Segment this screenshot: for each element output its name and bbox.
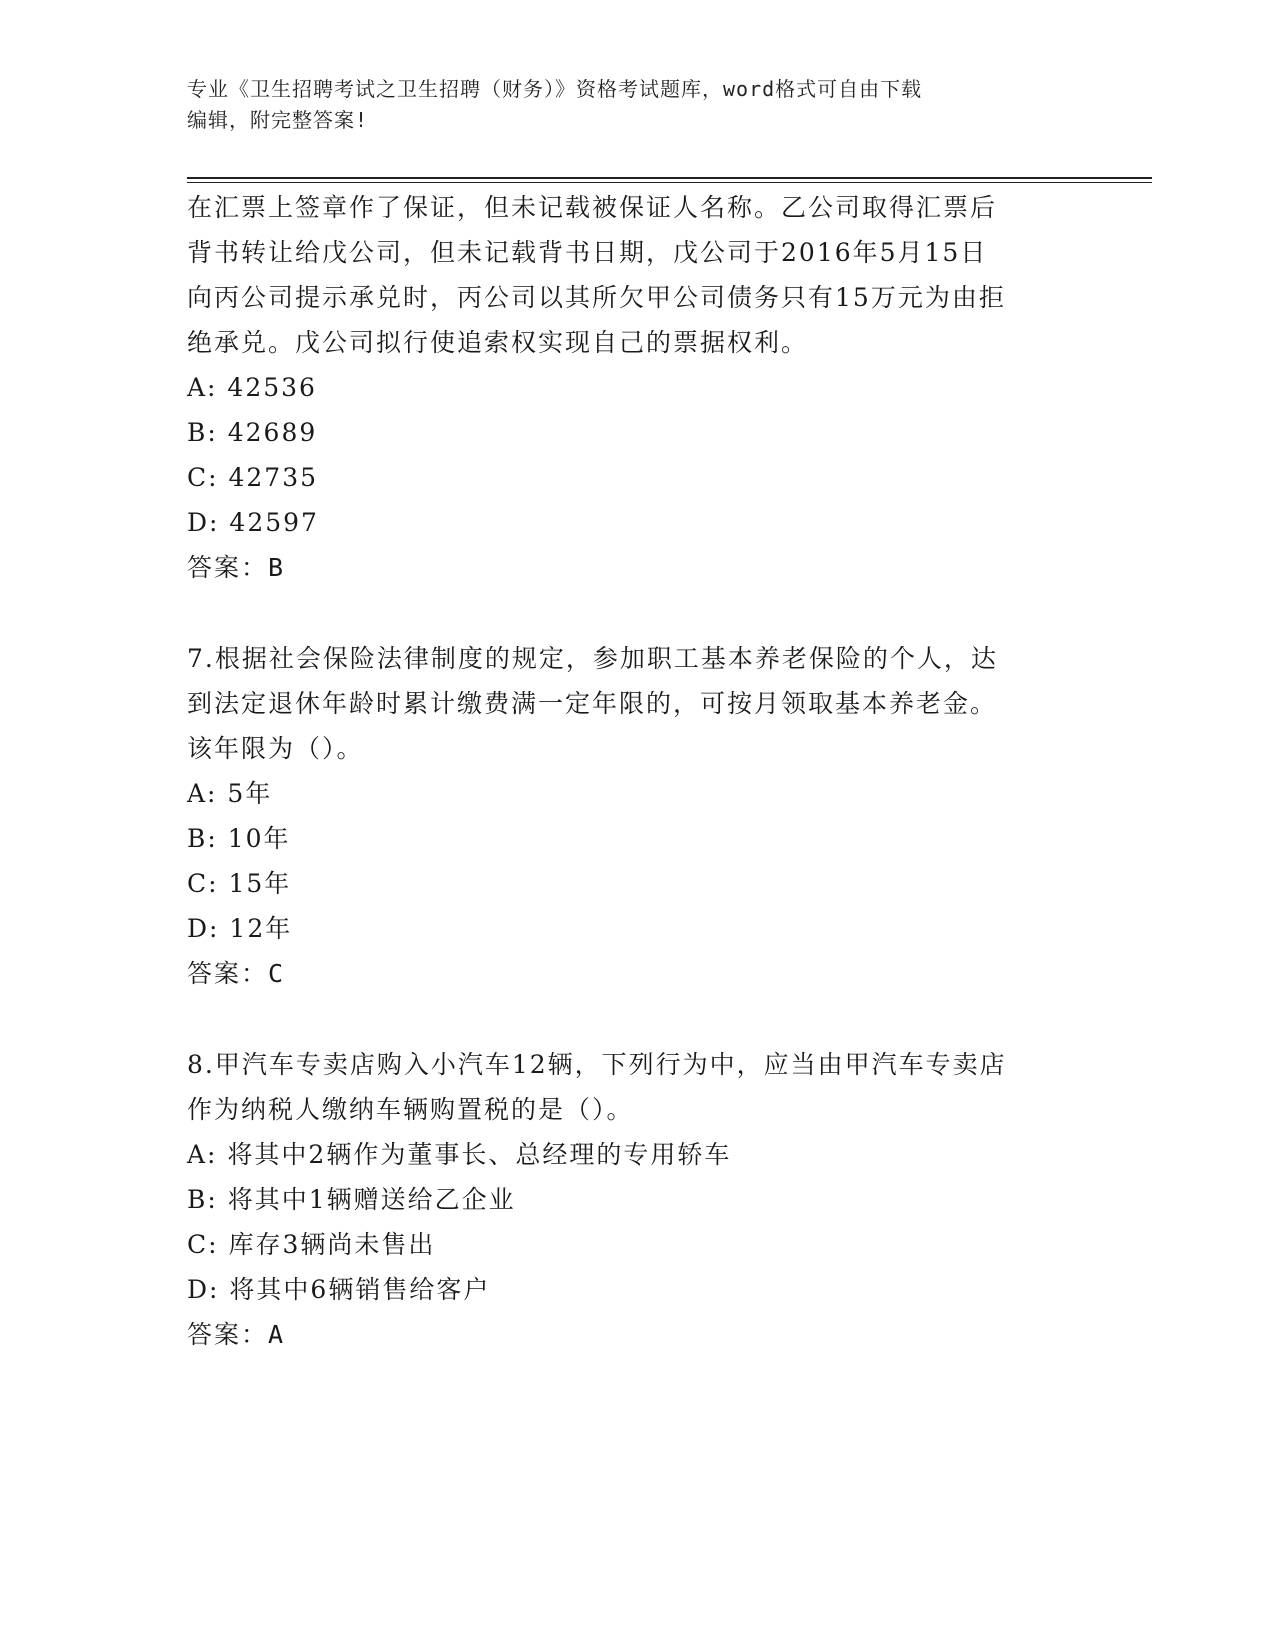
question-6-stem-line-2: 背书转让给戊公司，但未记载背书日期，戊公司于2016年5月15日 [187,238,988,267]
question-6-option-c: C: 42735 [187,463,319,492]
question-7-option-c: C: 15年 [187,869,292,898]
question-7-answer: 答案：C [187,959,286,988]
question-6-answer: 答案：B [187,553,286,582]
question-7-stem-line-2: 到法定退休年龄时累计缴费满一定年限的，可按月领取基本养老金。 [187,689,998,718]
question-8-answer: 答案：A [187,1320,286,1349]
question-7-option-b: B: 10年 [187,824,291,853]
question-7-stem-line-1: 7.根据社会保险法律制度的规定，参加职工基本养老保险的个人，达 [187,644,998,673]
question-8-option-d: D: 将其中6辆销售给客户 [187,1275,491,1304]
header-divider-thin [187,182,1152,183]
question-8-stem-line-1: 8.甲汽车专卖店购入小汽车12辆，下列行为中，应当由甲汽车专卖店 [187,1050,1007,1079]
question-8-option-c: C: 库存3辆尚未售出 [187,1230,436,1259]
header-line-1: 专业《卫生招聘考试之卫生招聘（财务）》资格考试题库，word格式可自由下载 [187,77,923,101]
question-6-option-b: B: 42689 [187,418,318,447]
question-8-option-b: B: 将其中1辆赠送给乙企业 [187,1185,516,1214]
question-6-stem-line-1: 在汇票上签章作了保证，但未记载被保证人名称。乙公司取得汇票后 [187,193,998,222]
question-7-option-d: D: 12年 [187,914,293,943]
question-6 [187,185,1087,590]
question-7-stem-line-3: 该年限为（）。 [187,734,364,763]
question-list [187,185,1087,1357]
header-line-2: 编辑，附完整答案! [187,108,369,132]
document-header [187,74,1067,136]
question-8-stem-line-2: 作为纳税人缴纳车辆购置税的是（）。 [187,1095,634,1124]
question-7-option-a: A: 5年 [187,779,273,808]
header-divider-thick [187,177,1152,179]
question-6-stem-line-4: 绝承兑。戊公司拟行使追索权实现自己的票据权利。 [187,328,809,357]
question-6-stem-line-3: 向丙公司提示承兑时，丙公司以其所欠甲公司债务只有15万元为由拒 [187,283,1006,312]
question-8-option-a: A: 将其中2辆作为董事长、总经理的专用轿车 [187,1140,732,1169]
question-6-option-a: A: 42536 [187,373,317,402]
question-7 [187,636,1087,996]
question-8 [187,1042,1087,1357]
question-6-option-d: D: 42597 [187,508,319,537]
